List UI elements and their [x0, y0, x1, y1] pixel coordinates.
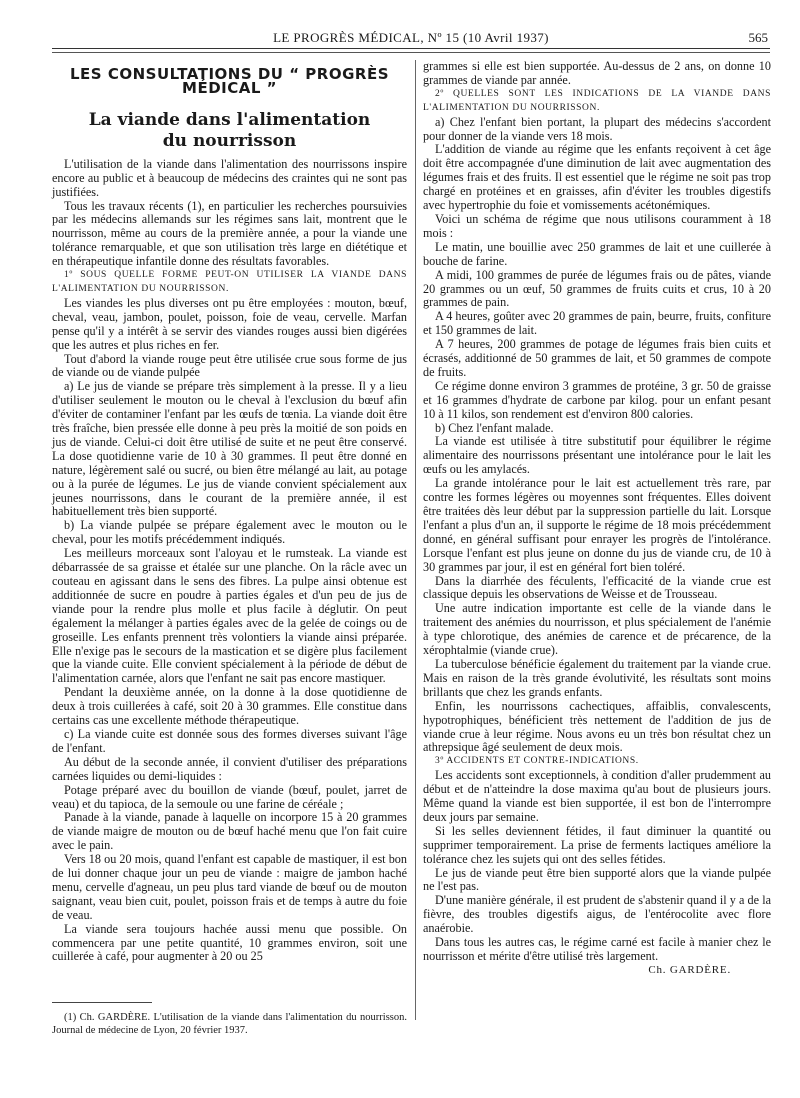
paragraph: La tuberculose bénéficie également du traitement par la viande crue. Mais en raison de la très grande évolutivité, les résultats sont moins brillants que chez les grands enfants.: [423, 656, 771, 699]
running-header: [52, 26, 770, 48]
paragraph: Les accidents sont exceptionnels, à condition d'aller prudemment au début et de n'atteindre la dose maxima qu'au bout de plusieurs jours. Même quand la viande est bien supportée, il est bon de l'interrompre deux jours par semaine.: [423, 768, 771, 824]
paragraph: Les viandes les plus diverses ont pu être employées : mouton, bœuf, cheval, veau, jambon, poulet, poisson, foie de veau, cervelle. Marfan pense qu'il y a intérêt à se servir des viandes rouges aussi bien digérées que les autres et plus riches en fer.: [52, 295, 407, 352]
paragraph: Au début de la seconde année, il convient d'utiliser des préparations carnées liquides ou demi-liquides :: [52, 754, 407, 783]
left-column: [52, 60, 407, 964]
paragraph: La viande sera toujours hachée aussi menu que possible. On commencera par une petite quantité, 10 grammes environ, soit une cuillerée à café, pour augmenter à 20 ou 25: [52, 921, 407, 964]
page-number: 565: [748, 30, 768, 45]
paragraph: Voici un schéma de régime que nous utilisons couramment à 18 mois :: [423, 211, 771, 240]
paragraph: c) La viande cuite est donnée sous des formes diverses suivant l'âge de l'enfant.: [52, 726, 407, 755]
paragraph: A 4 heures, goûter avec 20 grammes de pain, beurre, fruits, confiture et 150 grammes de lait.: [423, 309, 771, 338]
right-column: [423, 60, 771, 978]
paragraph: Enfin, les nourrissons cachectiques, affaiblis, convalescents, hypotrophiques, bénéficient très nettement de l'addition de jus de viande crue à leur régime. Nous avons eu un très bon résultat chez un athrepsique âgé seulement de deux mois.: [423, 698, 771, 755]
paragraph: Tous les travaux récents (1), en particulier les recherches poursuivies par les médecins allemands sur les régimes sans lait, montrent que le nourrisson, même au cours de la première année, a pour la viande une tolérance remarquable, et que son utilisation très large en diététique et en thérapeutique infantile donne des résultats favorables.: [52, 198, 407, 269]
author-signature: Ch. GARDÈRE.: [648, 963, 731, 976]
paragraph: b) Chez l'enfant malade.: [435, 420, 554, 435]
paragraph: L'addition de viande au régime que les enfants reçoivent à cet âge doit être accompagnée d'une diminution de lait avec augmentation des légumes frais et des fruits. Il est essentiel que le régime ne soit pas trop chargé en protéines et en graisses, afin d'éviter les troubles digestifs avec hypertrophie du foie et vomissements acétonémiques.: [423, 142, 771, 213]
article-title-line1: La viande dans l'alimentation: [88, 109, 371, 130]
paragraph: b) La viande pulpée se prépare également avec le mouton ou le cheval, pour les motifs précédemment indiqués.: [52, 518, 407, 547]
paragraph: D'une manière générale, il est prudent de s'abstenir quand il y a de la fièvre, des troubles digestifs aigus, de l'entérocolite avec flore anaérobie.: [423, 893, 771, 936]
paragraph: Les meilleurs morceaux sont l'aloyau et le rumsteak. La viande est débarrassée de sa graisse et étalée sur une planche. On la râcle avec un couteau en agissant dans le sens des fibres. La pulpe ainsi obtenue est additionnée de sucre en poudre à parties égales et d'un peu de jus de viande pour la rendre plus molle et plus facile à déglutir. On peut également la mélanger à parties égales avec de la gelée de coings ou de groseille. Les enfants prennent très volontiers la viande ainsi préparée. Elle n'exige pas le secours de la mastication et se digère plus facilement que la viande cuite. Elle convient spécialement à la période de début de l'alimentation carnée, alors que l'enfant ne sait pas encore mastiquer.: [52, 546, 407, 686]
paragraph: A 7 heures, 200 grammes de potage de légumes frais bien cuits et écrasés, additionné de 50 grammes de lait, et 50 grammes de compote de fruits.: [423, 337, 771, 379]
paragraph: Panade à la viande, panade à laquelle on incorpore 15 à 20 grammes de viande maigre de mouton ou de bœuf haché menu que l'on fait cuire avec le pain.: [52, 810, 407, 853]
paragraph: La viande est utilisée à titre substitutif pour équilibrer le régime alimentaire des nourrissons présentant une intolérance pour le lait les œufs ou les amylacés.: [423, 434, 771, 477]
paragraph: Ce régime donne environ 3 grammes de protéine, 3 gr. 50 de graisse et 16 grammes d'hydrate de carbone par kilog. pour un enfant pesant 10 à 11 kilos, son rendement est d'environ 800 calories.: [423, 378, 771, 421]
footnote: (1) Ch. GARDÈRE. L'utilisation de la viande dans l'alimentation du nourrisson. Journal de médecine de Lyon, 20 février 1937.: [52, 1012, 407, 1036]
section-heading: LES CONSULTATIONS DU “ PROGRÈS MÉDICAL ”: [70, 65, 389, 97]
subheading: 3º ACCIDENTS ET CONTRE-INDICATIONS.: [435, 756, 639, 767]
paragraph: La grande intolérance pour le lait est actuellement très rare, par contre les formes légères ou moyennes sont fréquentes. Elles doivent être traitées dès leur début par la suppression partielle du lait. Lorsque l'enfant a plus d'un an, il supporte le régime de 18 mois précédemment donné, en général suffisant pour enrayer les progrès de l'intolérance. Lorsque l'enfant est plus jeune on donne du jus de viande cru, de 10 à 30 grammes par jour, il est en général fort bien toléré.: [423, 476, 771, 574]
article-title: [52, 110, 407, 152]
paragraph: Le jus de viande peut être bien supporté alors que la viande pulpée ne l'est pas.: [423, 865, 771, 894]
header-rule-thin: [52, 52, 770, 53]
paragraph: Dans la diarrhée des féculents, l'efficacité de la viande crue est classique depuis les observations de Weisse et de Trousseau.: [423, 573, 771, 602]
paragraph: a) Chez l'enfant bien portant, la plupart des médecins s'accordent pour donner de la viande vers 18 mois.: [423, 114, 771, 143]
subheading: 1º SOUS QUELLE FORME PEUT-ON UTILISER LA VIANDE DANS L'ALIMENTATION DU NOURRISSON.: [52, 270, 407, 294]
subheading: 2º QUELLES SONT LES INDICATIONS DE LA VIANDE DANS L'ALIMENTATION DU NOURRISSON.: [423, 88, 771, 113]
paragraph: Tout d'abord la viande rouge peut être utilisée crue sous forme de jus de viande ou de viande pulpée: [52, 351, 407, 380]
paragraph: a) Le jus de viande se prépare très simplement à la presse. Il y a lieu d'utiliser seulement le mouton ou le cheval à l'exclusion du bœuf afin d'éviter de contaminer l'enfant par les œufs de tœnia. La viande doit être très fraîche, bien pressée elle donne à peu près la moitié de son poids en jus de viande. Celui-ci doit être utilisé de suite et ne peut être conservé. La dose quotidienne varie de 10 à 30 grammes. Il peut être donné en nature, légèrement salé ou sucré, ou bien être mélangé au lait, au potage ou à la purée de légumes. Le jus de viande convient spécialement aux jeunes nourrissons, dans le courant de la première année, il est habituellement très bien supporté.: [52, 379, 407, 519]
paragraph: Une autre indication importante est celle de la viande dans le traitement des anémies du nourrisson, et plus spécialement de l'anémie à type chlorotique, des anémies de carence et de précarence, de la xérophtalmie (viande crue).: [423, 601, 771, 658]
article-title-line2: du nourrisson: [162, 130, 297, 151]
paragraph: Potage préparé avec du bouillon de viande (bœuf, poulet, jarret de veau) et du tapioca, de la semoule ou une farine de céréale ;: [52, 782, 407, 811]
paragraph: A midi, 100 grammes de purée de légumes frais ou de pâtes, viande 20 grammes ou un œuf, 50 grammes de fruits cuits et crus, 10 à 20 grammes de pain.: [423, 267, 771, 310]
paragraph: Pendant la deuxième année, on la donne à la dose quotidienne de deux à trois cuillerées à café, soit 20 à 30 grammes. Elle constitue dans certains cas une excellente méthode thérapeutique.: [52, 685, 407, 728]
paragraph: Vers 18 ou 20 mois, quand l'enfant est capable de mastiquer, il est bon de lui donner chaque jour un peu de viande : maigre de jambon haché menu, cervelle d'agneau, un peu plus tard viande de bœuf ou de mouton saignant, veau bien cuit, poulet, poisson frais et de temps à autre du foie de veau.: [52, 852, 407, 922]
running-title: LE PROGRÈS MÉDICAL, Nº 15 (10 Avril 1937): [273, 30, 549, 45]
paragraph: grammes si elle est bien supportée. Au-dessus de 2 ans, on donne 10 grammes de viande par année.: [423, 59, 771, 87]
paragraph: L'utilisation de la viande dans l'alimentation des nourrissons inspire encore au public et à beaucoup de médecins des craintes qui ne sont pas justifiées.: [52, 156, 407, 199]
paragraph: Si les selles deviennent fétides, il faut diminuer la quantité ou supprimer temporairement. La prise de ferments lactiques améliore la tolérance chez les sujets qui ont des selles fétides.: [423, 823, 771, 866]
column-divider: [415, 60, 416, 1020]
footnote-rule: [52, 1002, 152, 1003]
paragraph: Le matin, une bouillie avec 250 grammes de lait et une cuillerée à bouche de farine.: [423, 239, 771, 268]
header-rule: [52, 48, 770, 49]
paragraph: Dans tous les autres cas, le régime carné est facile à manier chez le nourrisson et mérite d'être utilisé très largement.: [423, 935, 771, 963]
